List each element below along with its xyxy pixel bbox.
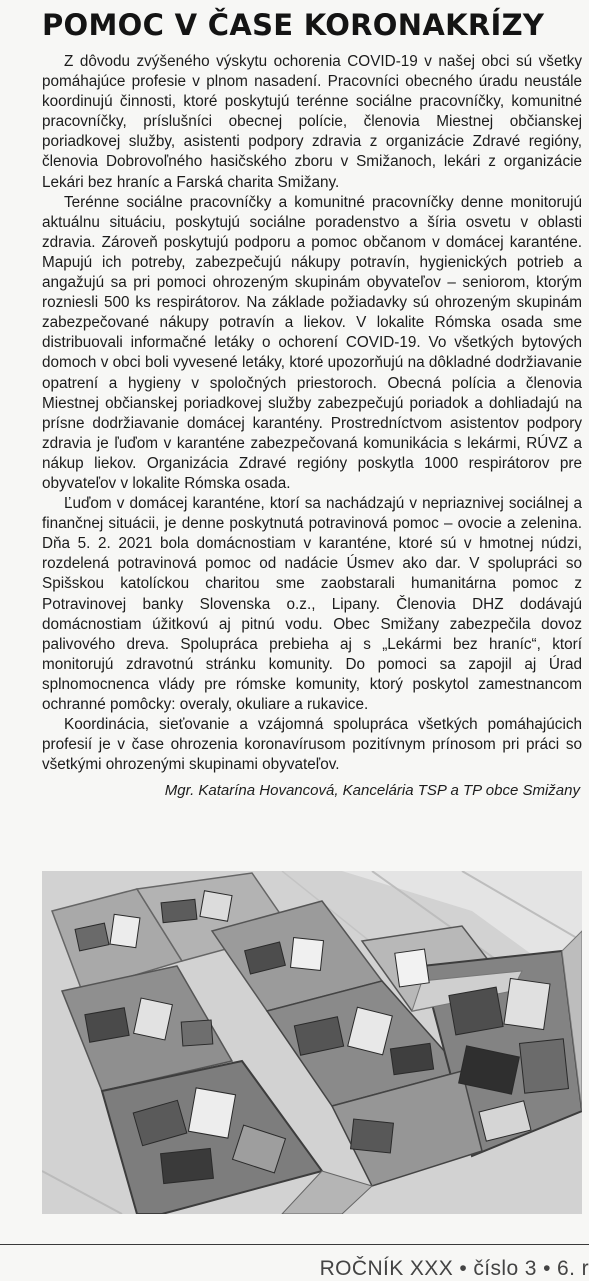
food-boxes-illustration bbox=[42, 871, 582, 1214]
author-signature: Mgr. Katarína Hovancová, Kancelária TSP a TP obce Smižany bbox=[164, 782, 580, 800]
article-title: POMOC V ČASE KORONAKRÍZY bbox=[42, 8, 545, 42]
paragraph-3: Ľuďom v domácej karanténe, ktorí sa nachádzajú v nepriaznivej sociálnej a finančnej situácii, je denne poskytnutá potravinová pomoc – ovocie a zelenina. Dňa 5. 2. 2021 bola domácnostiam v karanténe, ktoré sú v hmotnej núdzi, rozdelená potravinová pomoc od nadácie Úsmev ako dar. V spolupráci so Spišskou katolíckou charitou sme zaobstarali humanitárna pomoc z Potravinovej banky Slovenska o.z., Lipany. Členovia DHZ dodávajú domácnostiam úžitkovú aj pitnú vodu. Obec Smižany zabezpečila dovoz palivového dreva. Spolupráca prebieha aj s „Lekármi bez hraníc“, ktorí monitorujú zdravotnú stránku komunity. Do pomoci sa zapojil aj Úrad splnomocnenca vlády pre rómske komunity, ktorý poskytol zamestnancom ochranné pomôcky: overaly, okuliare a rukavice. bbox=[42, 495, 582, 713]
page-footer: ROČNÍK XXX • číslo 3 • 6. r bbox=[319, 1257, 589, 1280]
paragraph-2: Terénne sociálne pracovníčky a komunitné pracovníčky denne monitorujú aktuálnu situáciu, poskytujú sociálne poradenstvo a šíria osvetu v oblasti zdravia. Zároveň poskytujú podporu a pomoc občanom v domácej karanténe. Mapujú ich potreby, zabezpečujú nákupy potravín, hygienických potrieb a angažujú sa pri pomoci ohrozeným skupinám obyvateľov – seniorom, ktorým rozniesli 500 ks respirátorov. Na základe požiadavky sú ohrozeným skupinám zabezpečované nákupy potravín a liekov. V lokalite Rómska osada sme distribuovali informačné letáky o ochorení COVID-19. Vo všetkých bytových domoch v obci boli vyvesené letáky, ktoré upozorňujú na dôkladné dodržiavanie opatrení a hygieny v spoločných priestoroch. Obecná polícia a členovia Miestnej občianskej poriadkovej služby zabezpečujú poriadok a dohliadajú na prísne dodržiavanie domácej karantény. Prostredníctvom asistentov podpory zdravia je ľuďom v karanténe zabezpečovaná komunikácia s lekármi, RÚVZ a nákup liekov. Organizácia Zdravé regióny poskytla 1000 respirátorov pre obyvateľov v lokalite Rómska osada. bbox=[42, 193, 582, 492]
food-boxes-photo bbox=[42, 871, 582, 1214]
paragraph-1: Z dôvodu zvýšeného výskytu ochorenia COVID-19 v našej obci sú všetky pomáhajúce profesie v plnom nasadení. Pracovníci obecného úradu neustále koordinujú činnosti, ktoré poskytujú terénne sociálne pracovníčky, komunitné pracovníčky, príslušníci obecnej polície, členovia Miestnej občianskej poriadkovej služby, asistenti podpory zdravia z organizácie Zdravé regióny, členovia Dobrovoľného hasičského zboru v Smižanoch, lekári z organizácie Lekári bez hraníc a Farská charita Smižany. bbox=[42, 53, 582, 191]
paragraph-4: Koordinácia, sieťovanie a vzájomná spolupráca všetkých pomáhajúcich profesií je v čase ohrozenia koronavírusom pozitívnym prínosom pri práci so všetkými ohrozenými skupinami obyvateľov. bbox=[42, 716, 582, 774]
article-body bbox=[42, 52, 582, 801]
footer-divider bbox=[0, 1244, 589, 1245]
